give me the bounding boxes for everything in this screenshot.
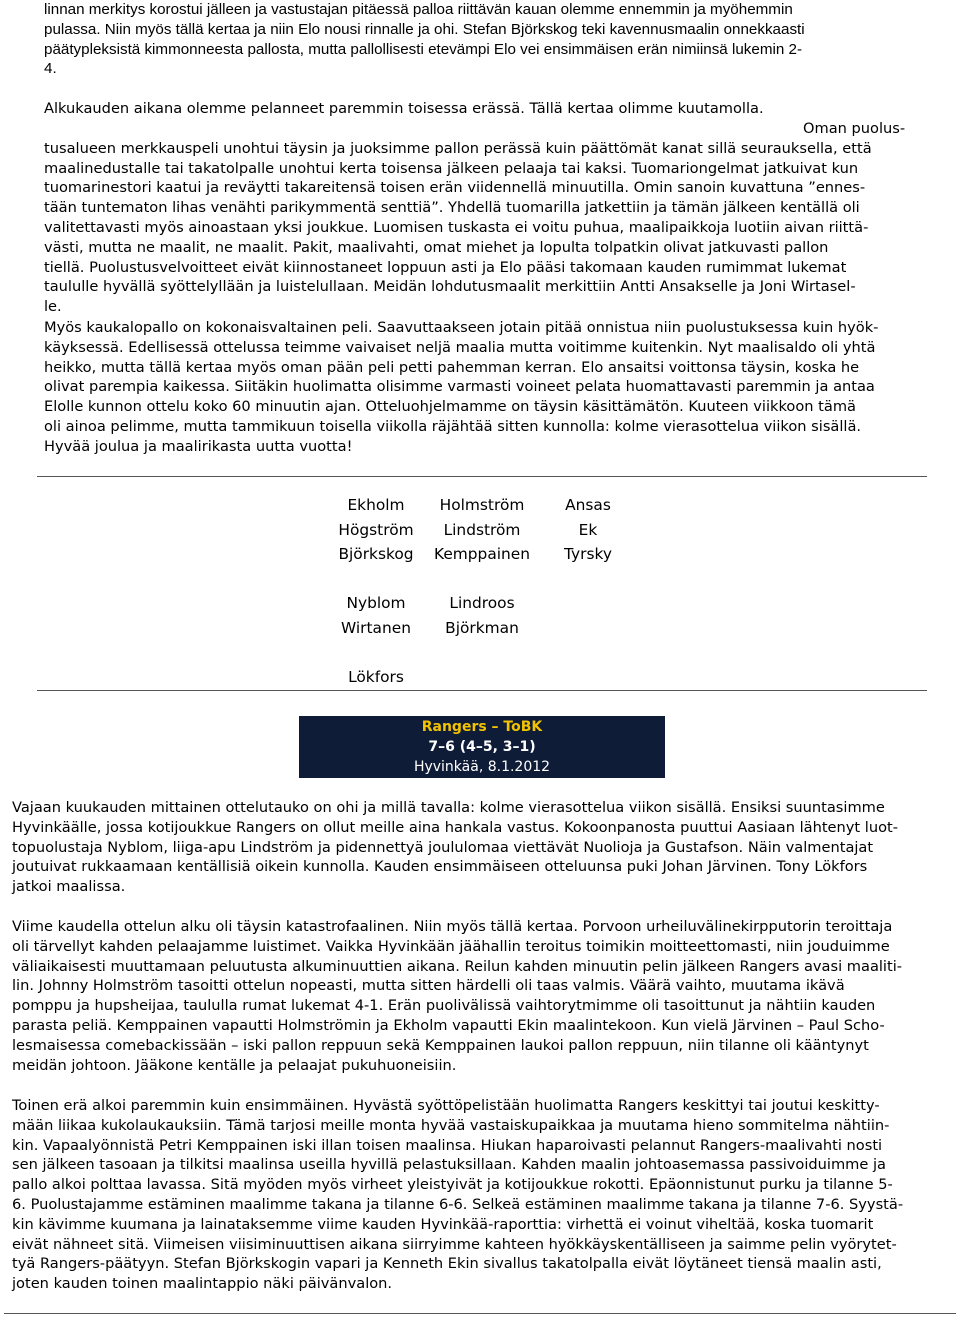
text-line: joten kauden toinen maalintappio näki päivänvalon. — [12, 1275, 393, 1293]
text-line: joutuivat rukkaamaan kentällisiä oikein kunnolla. Kauden ensimmäiseen otteluunsa puki Johan Järvinen. Tony Lökfors — [12, 858, 868, 876]
divider-page-end — [4, 1313, 956, 1314]
lineup-player: Ekholm — [347, 496, 405, 514]
game-title: Rangers – ToBK — [421, 719, 543, 735]
game-result-box — [299, 716, 665, 778]
lineup-player: Högström — [338, 521, 414, 539]
text-line: tyä Rangers-päätyyn. Stefan Björkskogin vapari ja Kenneth Ekin sivallus takatolpalla eivät löytäneet tiensä maalin asti, — [12, 1255, 882, 1273]
game-score: 7–6 (4–5, 3–1) — [428, 739, 536, 755]
text-line: taululle hyvällä syöttelyllään ja luistelullaan. Meidän lohdutusmaalit merkittiin Antti Ansakselle ja Joni Wirtasel- — [44, 278, 856, 296]
text-line: heikko, mutta tällä kertaa myös oman pään peli petti pahemman kerran. Elo ansaitsi voittonsa täysin, koska he — [44, 358, 860, 376]
paragraph-summary — [44, 318, 878, 457]
text-line: topuolustaja Nyblom, liiga-apu Lindström ja pidennettyä joululomaa viettävät Nuolioja ja Gustafson. Näin valmentajat — [12, 838, 874, 856]
text-line: parasta peliä. Kemppainen vapautti Holmströmin ja Ekholm vapautti Ekin maalintekoon. Kun vielä Järvinen – Paul Scho- — [12, 1016, 885, 1034]
lineup-player: Björkskog — [338, 545, 414, 563]
text-line: tusalueen merkkauspeli unohtui täysin ja juoksimme pallon perässä kuin päättömät kanat sillä seurauksella, että — [44, 139, 872, 157]
text-line: le. — [44, 298, 62, 316]
text-line: Myös kaukalopallo on kokonaisvaltainen peli. Saavuttaakseen jotain pitää onnistua niin puolustuksessa kuin hyök- — [44, 319, 879, 336]
paragraph-match-intro — [12, 798, 898, 897]
lineup-player: Holmström — [439, 496, 525, 514]
paragraph-second-period — [44, 119, 905, 317]
text-line: päätypleksistä kimmonneesta pallosta, mutta pallollisesti etevämpi Elo vei ensimmäisen erän nimiinsä lukemin 2- — [44, 40, 803, 58]
intro-paragraph — [44, 0, 805, 79]
text-line: västi, mutta ne maalit, ne maalit. Pakit, maalivahti, omat miehet ja lopulta tolpatkin olivat jatkuvasti pallon — [44, 238, 829, 256]
text-line: lin. Johnny Holmström tasoitti ottelun nopeasti, mutta sitten härdelli oli taas valmis. Väärä vaihto, muutama ikävä — [12, 977, 845, 995]
text-line: eivät nähneet sitä. Viimeisen viisiminuuttisen aikana siirryimme kahteen hyökkäyskentälliseen ja saimme pelin vyörytet- — [12, 1235, 897, 1253]
text-line: Oman puolus- — [803, 120, 906, 137]
text-line: Hyvinkäälle, jossa kotijoukkue Rangers on ollut meille aina hankala vastus. Kokoonpanosta puuttui Aasiaan lähtenyt luot- — [12, 818, 898, 836]
text-line: Hyvää joulua ja maalirikasta uutta vuotta! — [44, 437, 353, 455]
text-line: linnan merkitys korostui jälleen ja vastustajan pitäessä palloa riittävän kauan olemme ennemmin ja myöhemmin — [44, 1, 793, 18]
paragraph-first-period — [12, 917, 902, 1075]
text-line: Alkukauden aikana olemme pelanneet paremmin toisessa erässä. Tällä kertaa olimme kuutamolla. — [44, 100, 764, 117]
lineup-player: Wirtanen — [341, 619, 411, 637]
text-line: Viime kaudella ottelun alku oli täysin katastrofaalinen. Niin myös tällä kertaa. Porvoon urheiluvälinekirpputorin teroittaja — [12, 918, 893, 935]
text-line: pallo alkoi polttaa lavassa. Sitä myöden myös virheet yleistyivät ja kotijoukkue rokotti. Epäonnistunut purku ja tilanne 5- — [12, 1176, 893, 1194]
divider-top — [37, 476, 927, 477]
divider-bottom — [37, 690, 927, 691]
game-place-date: Hyvinkää, 8.1.2012 — [413, 759, 551, 775]
text-line: pulassa. Niin myös tällä kertaa ja niin Elo nousi rinnalle ja ohi. Stefan Björkskog teki kavennusmaalin onnekkaasti — [44, 20, 805, 38]
text-line: oli tärvellyt kahden pelaajamme luistimet. Vaikka Hyvinkään jäähallin teroitus toimikin moitteettomasti, niin jouduimme — [12, 937, 890, 955]
paragraph-second-period-lead — [44, 99, 764, 119]
text-line: maalinedustalle tai takatolpalle unohtui kerta toisensa jälkeen pelaaja tai kaksi. Tuomariongelmat jatkuivat kun — [44, 159, 859, 177]
lineup-player: Ek — [578, 521, 598, 539]
text-line: valitettavasti myös ainoastaan yksi joukkue. Luomisen tuskasta ei voitu puhua, maalipaikkoja luotiin aivan riittä- — [44, 218, 869, 236]
text-line: pomppu ja hupsheijaa, taululla rumat lukemat 4-1. Erän puolivälissä vaihtorytmimme oli tasoittunut ja nähtiin kauden — [12, 997, 876, 1015]
lineup-player: Björkman — [445, 619, 519, 637]
text-line: Elolle kunnon ottelu koko 60 minuutin ajan. Otteluohjelmamme on täysin käsittämätön. Kuuteen viikkoon tämä — [44, 398, 856, 416]
text-line: tiellä. Puolustusvelvoitteet eivät kiinnostaneet loppuun asti ja Elo pääsi takomaan kauden rumimmat lukemat — [44, 258, 847, 276]
lineup-player: Lindroos — [449, 594, 515, 612]
text-line: 4. — [44, 60, 57, 78]
lineup-player: Ansas — [565, 496, 611, 514]
text-line: Vajaan kuukauden mittainen ottelutauko on ohi ja millä tavalla: kolme vierasottelua viikon sisällä. Ensiksi suuntasimme — [12, 799, 885, 816]
text-line: väliaikaisesti muuttamaan peluutusta alkuminuuttien aikana. Reilun kahden minuutin pelin jälkeen Rangers avasi maaliti- — [12, 957, 903, 975]
text-line: oli ainoa pelimme, mutta tammikuun toisella viikolla räjähtää sitten kunnolla: kolme vierasottelua viikon sisällä. — [44, 417, 862, 435]
text-line: kin kävimme kuumana ja lainataksemme viime kauden Hyvinkää-raporttia: virhettä ei voinut viheltää, koska tuomarit — [12, 1215, 874, 1233]
lineup-player: Kemppainen — [433, 545, 531, 563]
text-line: meidän johtoon. Jääkone kentälle ja pelaajat pukuhuoneisiin. — [12, 1056, 457, 1074]
text-line: tuomarinestori kaatui ja reväytti takareitensä toisen erän viidennellä minuutilla. Omin sanoin kuvattuna ”ennes- — [44, 179, 866, 197]
lineup-player: Tyrsky — [564, 545, 612, 563]
text-line: Toinen erä alkoi paremmin kuin ensimmäinen. Hyvästä syöttöpelistään huolimatta Rangers keskittyi tai joutui keskitty- — [12, 1097, 880, 1114]
text-line: kin. Vapaalyönnistä Petri Kemppainen iski illan toisen maalinsa. Hiukan haparoivasti pelannut Rangers-maalivahti nosti — [12, 1136, 883, 1154]
text-line: lesmaisessa comebackissään – iski pallon reppuun sekä Kemppainen laukoi pallon reppuun, niin tilanne oli kääntynyt — [12, 1036, 869, 1054]
text-line: sen jälkeen tasoaan ja tilkitsi maalinsa useilla hyvillä pelastuksillaan. Kahden maalin johtoasemassa passivoiduimme ja — [12, 1156, 886, 1174]
text-line: käyksessä. Edellisessä ottelussa teimme vaivaiset neljä maalia mutta voitimme kuitenkin. Nyt maalisaldo oli yhtä — [44, 338, 876, 356]
text-line: mään liikaa kukolaukauksiin. Tämä tarjosi meille monta hyvää vastaiskupaikkaa ja muutama hieno sommitelma nähtiin- — [12, 1116, 890, 1134]
paragraph-second-period-report — [12, 1096, 903, 1294]
text-line: 6. Puolustajamme estäminen maalimme takana ja tilanne 6-6. Selkeä estäminen maalimme takana ja tilanne 7-6. Syystä- — [12, 1195, 904, 1213]
text-line: tään tuntematon lihas venähti parikymmentä senttiä”. Yhdellä tuomarilla jatkettiin ja tämän jälkeen kentällä oli — [44, 199, 860, 217]
lineup-player: Nyblom — [346, 594, 406, 612]
lineup-player: Lindström — [443, 521, 521, 539]
text-line: olivat parempia kaikessa. Siitäkin huolimatta olisimme varmasti voineet pelata huomattavasti paremmin ja antaa — [44, 378, 875, 396]
lineup-goalkeeper: Lökfors — [348, 668, 404, 686]
text-line: jatkoi maalissa. — [12, 878, 126, 896]
